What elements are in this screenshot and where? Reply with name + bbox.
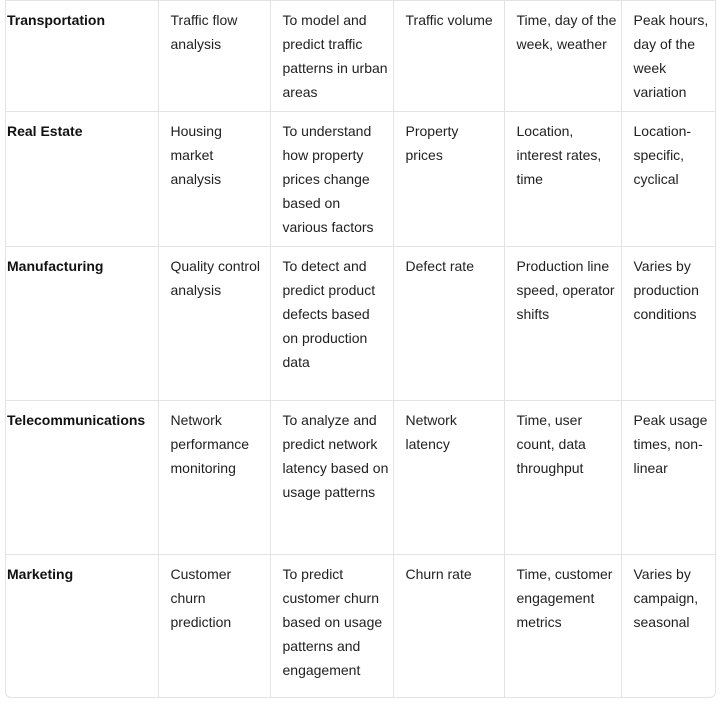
objective-cell: To detect and predict product defects based on production data — [270, 247, 393, 401]
features-cell: Production line speed, operator shifts — [504, 247, 621, 401]
target-cell: Property prices — [393, 112, 504, 247]
pattern-cell: Peak hours, day of the week variation — [621, 1, 716, 112]
industry-cell: Transportation — [6, 1, 158, 112]
pattern-cell: Location-specific, cyclical — [621, 112, 716, 247]
objective-cell: To model and predict traffic patterns in urban areas — [270, 1, 393, 112]
target-cell: Traffic volume — [393, 1, 504, 112]
application-cell: Customer churn prediction — [158, 555, 270, 699]
pattern-cell: Varies by campaign, seasonal — [621, 555, 716, 699]
objective-cell: To analyze and predict network latency based on usage patterns — [270, 401, 393, 555]
target-cell: Network latency — [393, 401, 504, 555]
application-cell: Traffic flow analysis — [158, 1, 270, 112]
features-cell: Time, day of the week, weather — [504, 1, 621, 112]
table-row — [6, 555, 716, 699]
features-cell: Location, interest rates, time — [504, 112, 621, 247]
application-cell: Quality control analysis — [158, 247, 270, 401]
target-cell: Churn rate — [393, 555, 504, 699]
application-cell: Housing market analysis — [158, 112, 270, 247]
table-row — [6, 401, 716, 555]
objective-cell: To predict customer churn based on usage patterns and engagement — [270, 555, 393, 699]
features-cell: Time, user count, data throughput — [504, 401, 621, 555]
industry-cell: Manufacturing — [6, 247, 158, 401]
objective-cell: To understand how property prices change based on various factors — [270, 112, 393, 247]
industry-cell: Telecommunications — [6, 401, 158, 555]
pattern-cell: Varies by production conditions — [621, 247, 716, 401]
table-row — [6, 112, 716, 247]
application-cell: Network performance monitoring — [158, 401, 270, 555]
target-cell: Defect rate — [393, 247, 504, 401]
data-table — [6, 0, 716, 698]
table-row — [6, 247, 716, 401]
industry-cell: Real Estate — [6, 112, 158, 247]
table-row — [6, 1, 716, 112]
data-table-container — [5, 0, 716, 698]
industry-cell: Marketing — [6, 555, 158, 699]
features-cell: Time, customer engagement metrics — [504, 555, 621, 699]
pattern-cell: Peak usage times, non-linear — [621, 401, 716, 555]
